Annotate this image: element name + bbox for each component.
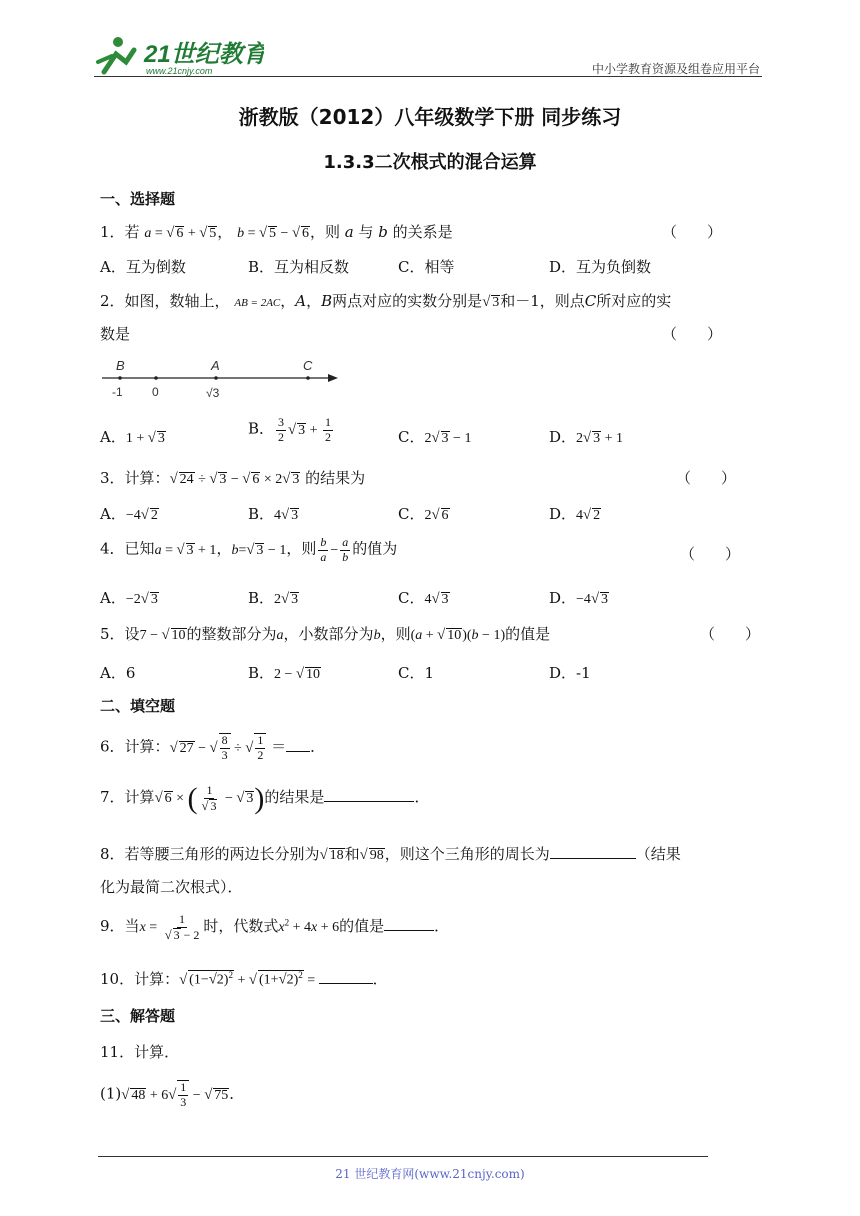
section-choice: 一、选择题 bbox=[100, 190, 176, 208]
question-11-part1: (1)√ 48 + 6√ $\frac{1}{3}$ − √ 75． bbox=[100, 1080, 245, 1109]
q3-option-b: B．4√ 3 bbox=[248, 505, 299, 523]
question-2: 2．如图，数轴上， AB = 2AC，A，B两点对应的实数分别是√ 3和－1，则点C所对应的实 bbox=[100, 292, 672, 310]
header-divider bbox=[94, 76, 762, 77]
question-7: 7．计算√ 6 × ( $\frac{1}{√ 3}$ − √ 3)的结果是 ． bbox=[100, 782, 430, 815]
question-4: 4．已知a = √ 3 + 1，b=√ 3 − 1，则 $\frac{b}{a}$ − $\frac{a}{b}$ 的值为 bbox=[100, 535, 398, 564]
doc-title: 浙教版（2012）八年级数学下册 同步练习 bbox=[238, 105, 622, 129]
q3-option-c: C．2√ 6 bbox=[398, 505, 449, 523]
question-8-line2: 化为最简二次根式）． bbox=[100, 878, 243, 896]
logo-text: 21世纪教育 bbox=[144, 41, 264, 68]
q5-option-c: C．1 bbox=[398, 664, 435, 682]
doc-subtitle: 1.3.3二次根式的混合运算 bbox=[323, 152, 537, 173]
question-3: 3．计算：√ 24 ÷ √ 3 − √ 6 × 2√ 3 的结果为 bbox=[100, 469, 366, 487]
answer-paren-3: （ ） bbox=[676, 469, 737, 487]
site-logo bbox=[94, 32, 264, 76]
question-1: 1．若 a = √ 6 + √ 5， b = √ 5 − √ 6，则 a 与 b 的关系是 bbox=[100, 223, 453, 241]
question-2-line2: 数是 bbox=[100, 325, 131, 343]
footer-text: 21 世纪教育网(www.21cnjy.com) bbox=[335, 1167, 525, 1181]
q4-option-d: D．−4√ 3 bbox=[549, 589, 608, 607]
q1-option-d: D．互为负倒数 bbox=[549, 258, 652, 276]
q2-option-c: C．2√ 3 − 1 bbox=[398, 428, 472, 446]
section-fill: 二、填空题 bbox=[100, 697, 176, 715]
number-line-figure bbox=[98, 352, 348, 402]
answer-paren-5: （ ） bbox=[700, 625, 761, 643]
question-9: 9．当x = $\frac{1}{√ 3 - 2}$ 时，代数式$x^2 + 4x + 6$的值是 ． bbox=[100, 912, 450, 942]
footer-divider bbox=[98, 1156, 708, 1157]
q5-option-d: D．-1 bbox=[549, 664, 591, 682]
question-5: 5．设7 − √ 10的整数部分为a，小数部分为b，则(a + √ 10)(b − 1)的值是 bbox=[100, 625, 551, 643]
q2-option-d: D．2√ 3 + 1 bbox=[549, 428, 623, 446]
point-c-label: C bbox=[303, 358, 313, 373]
question-6: 6．计算：√ 27 − √ $\frac{8}{3}$ ÷ √ $\frac{1}{2}$ ＝ ． bbox=[100, 733, 326, 762]
q2-option-b: B． $\frac{3}{2}$ √ 3 + $\frac{1}{2}$ bbox=[248, 415, 331, 444]
answer-paren-2: （ ） bbox=[662, 325, 723, 343]
question-8: 8．若等腰三角形的两边长分别为√ 18和√ 98，则这个三角形的周长为 （结果 bbox=[100, 845, 681, 863]
point-a-label: A bbox=[211, 358, 220, 373]
q4-option-a: A．−2√ 3 bbox=[100, 589, 158, 607]
q1-option-c: C．相等 bbox=[398, 258, 455, 276]
question-11: 11．计算． bbox=[100, 1043, 180, 1061]
tick-sqrt3: √3 bbox=[206, 386, 220, 400]
logo-url: www.21cnjy.com bbox=[146, 66, 213, 76]
q1-option-a: A．互为倒数 bbox=[100, 258, 186, 276]
answer-paren-1: （ ） bbox=[662, 223, 723, 241]
q4-option-b: B．2√ 3 bbox=[248, 589, 299, 607]
section-answer: 三、解答题 bbox=[100, 1007, 176, 1025]
platform-label: 中小学教育资源及组卷应用平台 bbox=[591, 62, 760, 76]
q5-option-a: A．6 bbox=[100, 664, 136, 682]
tick-zero: 0 bbox=[152, 385, 159, 399]
point-b-label: B bbox=[116, 358, 125, 373]
q2-option-a: A．1 + √ 3 bbox=[100, 428, 165, 446]
q4-option-c: C．4√ 3 bbox=[398, 589, 449, 607]
tick-minus-one: -1 bbox=[112, 385, 123, 399]
question-10: 10．计算：√ $(1-√2)^2$ + √ $(1+√2)^2$ = ． bbox=[100, 970, 388, 988]
q1-option-b: B．互为相反数 bbox=[248, 258, 350, 276]
answer-paren-4: （ ） bbox=[680, 545, 741, 563]
q5-option-b: B．2 − √ 10 bbox=[248, 664, 320, 682]
q3-option-a: A．−4√ 2 bbox=[100, 505, 158, 523]
q3-option-d: D．4√ 2 bbox=[549, 505, 601, 523]
